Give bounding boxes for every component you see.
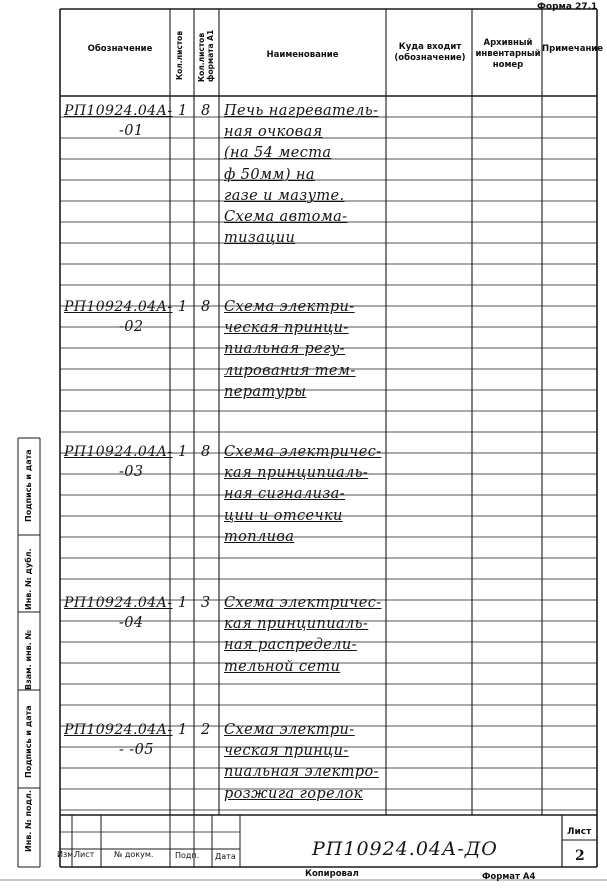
entry-name-line: пиальная электро- [224, 764, 379, 781]
entry-sheets: 1 [178, 103, 188, 119]
entry-name-line: ческая принци- [224, 320, 349, 337]
entry-name-line: лирования тем- [224, 362, 356, 379]
header-archive-number: Архивный инвентарный номер [475, 38, 541, 70]
footer-copied: Копировал [305, 869, 359, 879]
entry-name-line: пиальная регу- [224, 341, 345, 358]
entry-code: РП10924.04А- [64, 299, 173, 315]
header-sheets-count: Кол.листов [175, 30, 184, 80]
entry-sheets: 1 [178, 595, 188, 611]
entry-sheets-a1: 2 [201, 722, 211, 738]
entry-name-line: Печь нагреватель- [224, 103, 379, 119]
entry-sub-code: - -05 [119, 742, 154, 758]
entry-name-line: тельной сети [224, 658, 341, 675]
header-sheets-a1: Кол.листов формата А1 [197, 29, 215, 82]
header-note: Примечание [542, 44, 604, 54]
entry-name-line: розжига горелок [224, 785, 363, 802]
entry-sheets: 1 [178, 722, 188, 738]
entry-sheets: 1 [178, 299, 188, 315]
entry-sub-code: -02 [119, 319, 144, 335]
tb-sign: Подп. [175, 851, 200, 860]
entry-name-line: ная распредели- [224, 637, 357, 654]
entry-sub-code: -03 [119, 464, 144, 480]
entry-name-line: топлива [224, 528, 295, 545]
entry-sheets-a1: 8 [201, 299, 211, 315]
entry-name-line: ции и отсечки [224, 507, 343, 524]
entry-name-line: ная сигнализа- [224, 486, 346, 503]
entry-code: РП10924.04А- [64, 103, 173, 119]
entry-code: РП10924.04А- [64, 722, 173, 738]
footer-format: Формат А4 [482, 872, 536, 882]
entry-name-line: ная очковая [224, 124, 323, 141]
entry-sheets: 1 [178, 444, 188, 460]
header-name: Наименование [266, 50, 339, 60]
entry-name-line: кая принципиаль- [224, 616, 369, 633]
entry-code: РП10924.04А- [64, 444, 173, 460]
stamp-vzam-inv: Взам. инв. № [24, 629, 33, 690]
tb-list: Лист [74, 850, 95, 859]
tb-doc: № докум. [114, 850, 154, 859]
entry-name-line: Схема автома- [224, 209, 348, 225]
stamp-inv-podl: Инв. № подл. [24, 790, 33, 852]
tb-doc-code: РП10924.04А-ДО [312, 838, 498, 860]
tb-sheet-label: Лист [567, 827, 592, 837]
entry-name-line: Схема электричес- [224, 595, 382, 611]
entry-name-line: (на 54 места [224, 145, 332, 162]
entry-sub-code: -01 [119, 123, 144, 139]
entry-name-line: пературы [224, 383, 307, 400]
entry-name-line: Схема электри- [224, 299, 355, 315]
entry-code: РП10924.04А- [64, 595, 173, 611]
entry-name-line: Схема электричес- [224, 444, 382, 460]
tb-sheet-number: 2 [575, 848, 586, 864]
entry-name-line: ческая принци- [224, 743, 349, 760]
stamp-inv-dubl: Инв. № дубл. [24, 548, 33, 610]
header-where-included: Куда входит (обозначение) [394, 42, 466, 63]
entry-name-line: Схема электри- [224, 722, 355, 738]
entry-sheets-a1: 8 [201, 103, 211, 119]
stamp-signature-date-2: Подпись и дата [24, 705, 33, 778]
entry-sheets-a1: 8 [201, 444, 211, 460]
entry-name-line: кая принципиаль- [224, 465, 369, 482]
entry-name-line: газе и мазуте. [224, 187, 345, 204]
stamp-signature-date-1: Подпись и дата [24, 449, 33, 522]
entry-name-line: ф 50мм) на [224, 166, 315, 183]
entry-sheets-a1: 3 [201, 595, 211, 611]
header-designation: Обозначение [87, 44, 153, 54]
tb-izm: Изм. [57, 850, 76, 859]
entry-sub-code: -04 [119, 615, 144, 631]
tb-date: Дата [215, 852, 236, 861]
entry-name-line: тизации [224, 230, 296, 247]
form-label: Форма 27.1 [537, 2, 598, 12]
